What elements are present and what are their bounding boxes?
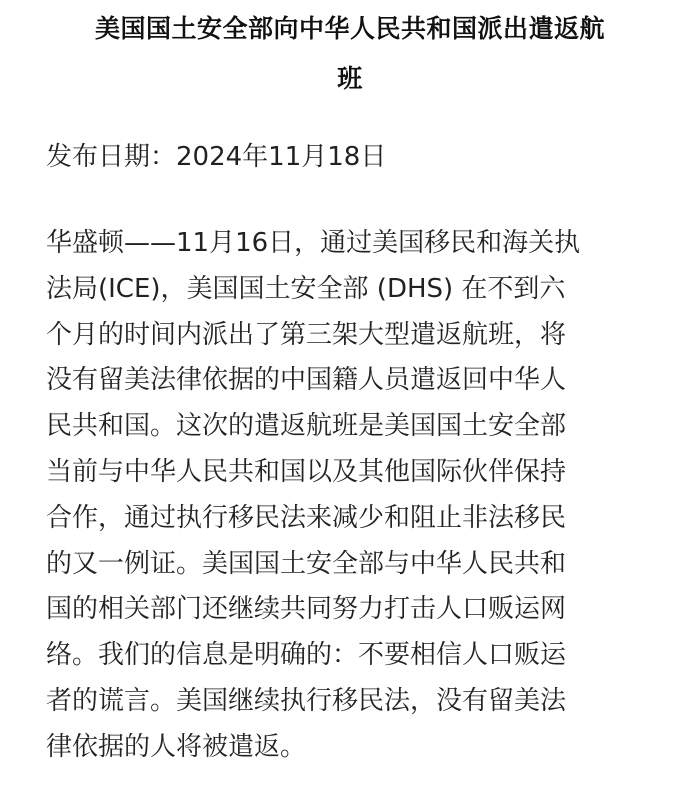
article-body [46, 221, 686, 771]
body-line: 律依据的人将被遣返。 [46, 731, 307, 762]
title-line: 美国国土安全部向中华人民共和国派出遣返航 [94, 14, 605, 43]
article-title [40, 4, 660, 104]
title-line: 班 [337, 64, 363, 93]
publish-date: 发布日期：2024年11月18日 [46, 142, 387, 172]
body-line: 个月的时间内派出了第三架大型遣返航班，将 [46, 319, 567, 350]
body-line: 络。我们的信息是明确的：不要相信人口贩运 [46, 640, 567, 671]
body-line: 者的谎言。美国继续执行移民法，没有留美法 [46, 685, 567, 716]
body-line: 合作，通过执行移民法来减少和阻止非法移民 [46, 502, 567, 533]
body-line: 华盛顿——11月16日，通过美国移民和海关执 [46, 228, 581, 258]
body-line: 法局(ICE)，美国国土安全部 (DHS) 在不到六 [46, 273, 566, 304]
body-line: 国的相关部门还继续共同努力打击人口贩运网 [46, 594, 567, 625]
body-line: 当前与中华人民共和国以及其他国际伙伴保持 [46, 456, 567, 487]
body-line: 的又一例证。美国国土安全部与中华人民共和 [46, 548, 567, 579]
body-line: 没有留美法律依据的中国籍人员遣返回中华人 [46, 365, 567, 396]
body-line: 民共和国。这次的遣返航班是美国国土安全部 [46, 411, 567, 442]
